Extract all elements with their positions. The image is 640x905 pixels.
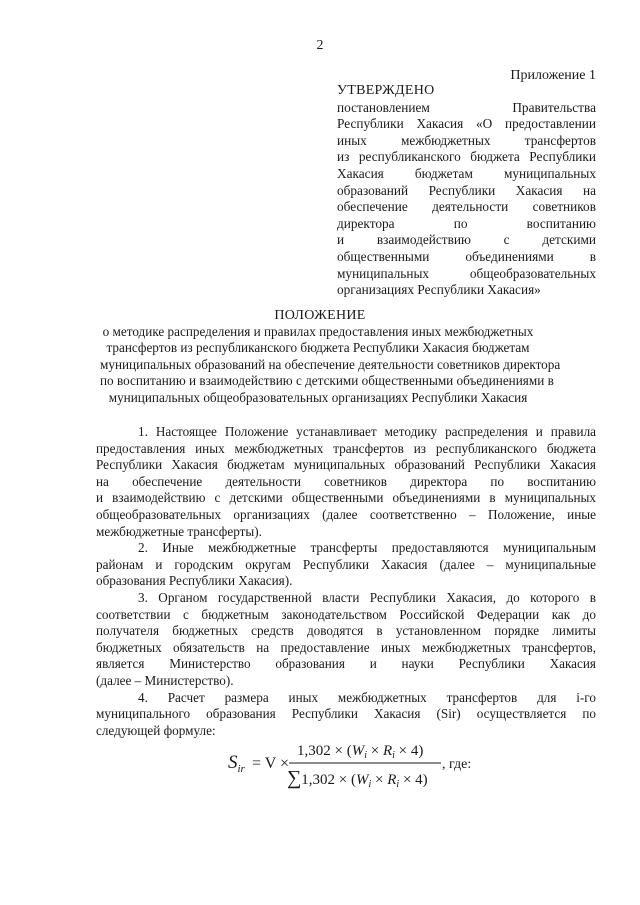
body-line: (далее – Министерство). xyxy=(96,672,234,688)
body-line: Республики Хакасия бюджетам муниципальных образований Республики Хакасия xyxy=(96,457,596,473)
approval-line: из республиканского бюджета Республики xyxy=(337,149,596,165)
body-line: получателя бюджетных средств доводятся в установленном порядке лимиты xyxy=(96,623,596,639)
approval-line: Республики Хакасия «О предоставлении xyxy=(337,116,596,132)
body-line: образования Республики Хакасия). xyxy=(96,573,293,589)
subtitle-line: муниципальных образований на обеспечение деятельности советников директора xyxy=(100,356,561,372)
body-line: и взаимодействию с детскими общественными объединениями в муниципальных xyxy=(96,490,596,506)
approval-line: муниципальных общеобразовательных xyxy=(337,265,596,281)
paragraph-2 xyxy=(96,540,596,590)
body-line: районам и городским округам Республики Хакасия (далее – муниципальные xyxy=(96,556,596,572)
body-line: 4. Расчет размера иных межбюджетных трансфертов для i-го xyxy=(138,689,596,705)
body-line: следующей формуле: xyxy=(96,722,216,738)
approval-line: обеспечение деятельности советников xyxy=(337,199,596,215)
body-line: межбюджетные трансферты). xyxy=(96,523,262,539)
approval-line: директора по воспитанию xyxy=(337,215,596,231)
paragraph-1 xyxy=(96,424,596,540)
approval-line: и взаимодействию с детскими xyxy=(337,232,596,248)
paragraph-4 xyxy=(96,690,596,740)
body-line: является Министерство образования и науки Республики Хакасия xyxy=(96,656,596,672)
formula-numerator: $1,302 \times (W_i \times R_i \times 4)$ xyxy=(297,743,424,761)
body-line: соответствии с бюджетным законодательством Российской Федерации как до xyxy=(96,606,596,622)
approval-heading: УТВЕРЖДЕНО xyxy=(337,83,435,98)
approval-line: организациях Республики Хакасия» xyxy=(337,282,541,298)
page-number: 2 xyxy=(316,38,324,53)
subtitle-line: муниципальных общеобразовательных организациях Республики Хакасия xyxy=(108,389,528,405)
approval-line: образований Республики Хакасия на xyxy=(337,182,596,198)
approval-line: иных межбюджетных трансфертов xyxy=(337,132,596,148)
paragraph-3 xyxy=(96,590,596,690)
body-line: на обеспечение деятельности советников директора по воспитанию xyxy=(96,473,596,489)
formula-eq: = V × xyxy=(252,755,290,772)
approval-line: Хакасия бюджетам муниципальных xyxy=(337,165,596,181)
formula-lhs: $S_{ir}$ xyxy=(228,752,245,775)
approval-line: общественными объединениями в xyxy=(337,248,596,264)
subtitle-line: трансфертов из республиканского бюджета Республики Хакасия бюджетам xyxy=(106,340,530,356)
document-subtitle xyxy=(100,324,561,406)
body-line: бюджетных обязательств на предоставление иных межбюджетных трансфертов, xyxy=(96,639,596,655)
body-line: общеобразовательных организациях (далее соответственно – Положение, иные xyxy=(96,506,596,522)
distribution-formula xyxy=(0,734,640,794)
body-line: 3. Органом государственной власти Республики Хакасия, до которого в xyxy=(138,589,596,605)
body-line: предоставления иных межбюджетных трансфертов из республиканского бюджета xyxy=(96,440,596,456)
subtitle-line: о методике распределения и правилах предоставления иных межбюджетных xyxy=(102,324,534,339)
body-line: 1. Настоящее Положение устанавливает методику распределения и правила xyxy=(138,424,596,439)
formula-tail: , где: xyxy=(442,757,472,772)
subtitle-line: по воспитанию и взаимодействию с детскими общественными объединениями в xyxy=(100,373,554,389)
approval-line: постановлением Правительства xyxy=(337,99,596,115)
formula-denominator: $\sum 1,302 \times (W_i \times R_i \times 4)$ xyxy=(287,767,428,790)
appendix-label: Приложение 1 xyxy=(510,68,596,83)
document-title: ПОЛОЖЕНИЕ xyxy=(274,308,366,323)
approval-block xyxy=(337,83,596,299)
document-body xyxy=(96,424,596,739)
body-line: муниципального образования Республики Хакасия (Sir) осуществляется по xyxy=(96,706,596,722)
body-line: 2. Иные межбюджетные трансферты предоставляются муниципальным xyxy=(138,540,596,556)
